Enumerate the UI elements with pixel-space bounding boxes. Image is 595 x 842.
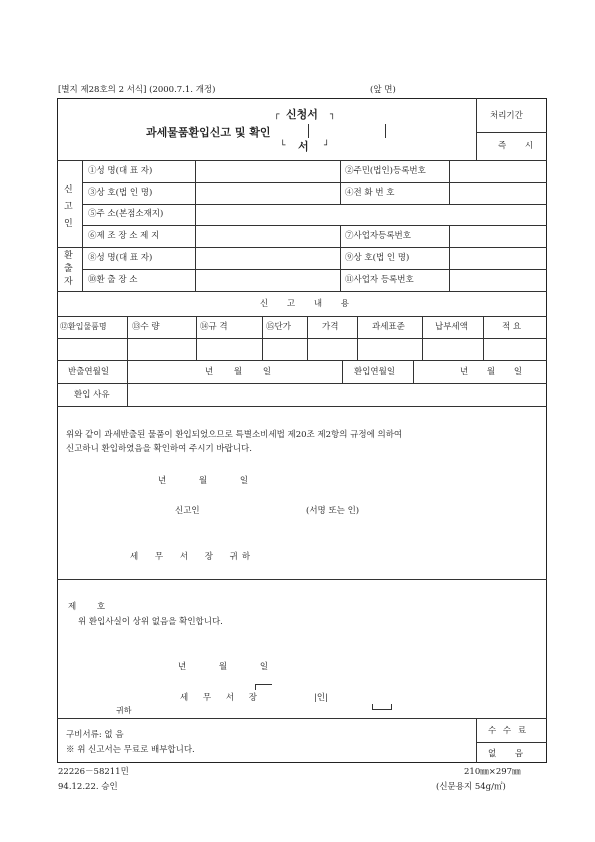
export-date-value: 년 월 일 xyxy=(205,367,272,377)
stamp-corner-top xyxy=(255,684,272,690)
reporter-id-label: ②주민(법인)등록번호 xyxy=(345,166,426,176)
return-date-value: 년 월 일 xyxy=(460,367,523,377)
reporter-company-label: ③상 호(법 인 명) xyxy=(88,188,153,198)
reporter-biz-no-label: ⑦사업자등록번호 xyxy=(345,231,411,241)
stamp-corner-bottom xyxy=(372,704,392,710)
form-code: 22226－58211민 xyxy=(58,767,129,777)
approval-date: 94.12.22. 승인 xyxy=(58,782,118,792)
declaration-line-2: 신고하니 환입하였음을 확인하여 주시기 바랍니다. xyxy=(66,444,252,454)
confirmation-date: 년 월 일 xyxy=(178,662,269,672)
column-price: 가격 xyxy=(322,322,339,332)
processing-period-label: 처리기간 xyxy=(490,111,523,121)
return-date-label: 환입연월일 xyxy=(354,367,396,377)
form-title: 과세물품환입신고 및 확인 xyxy=(146,126,271,139)
exporter-company-label: ⑨상 호(법 인 명) xyxy=(345,253,410,263)
reporter-phone-label: ④전 화 번 호 xyxy=(345,188,395,198)
return-reason-label: 환입 사유 xyxy=(74,390,110,400)
bracket-bottom-right: ┘ xyxy=(324,141,330,151)
declaration-signer-label: 신고인 xyxy=(175,506,200,516)
column-spec: ⑭규 격 xyxy=(200,322,228,332)
form-reference: [별지 제28호의 2 서식] (2000.7.1. 개정) xyxy=(58,85,216,95)
option-application: 신청서 xyxy=(286,108,318,121)
paper-size: 210㎜×297㎜ xyxy=(464,767,521,777)
bracket-bottom-left: └ xyxy=(280,141,286,151)
paper-spec: (신문용지 54g/㎡) xyxy=(436,782,506,792)
free-distribution-note: ※ 위 신고서는 무료로 배부합니다. xyxy=(66,745,195,755)
export-date-label: 반출연월일 xyxy=(68,367,110,377)
option-document: 서 xyxy=(298,140,309,153)
reporter-section-label: 신 고 인 xyxy=(64,185,73,229)
bracket-top-left: ┌ xyxy=(274,110,280,120)
column-item-name: ⑫환입물품명 xyxy=(60,322,107,331)
details-title: 신 고 내 용 xyxy=(260,299,357,309)
confirmation-number: 제 호 xyxy=(68,602,106,612)
column-quantity: ⑬수 량 xyxy=(132,322,160,332)
bracket-top-right: ┐ xyxy=(330,110,336,120)
processing-period-value: 즉 시 xyxy=(498,141,542,151)
fee-label: 수 수 료 xyxy=(488,726,529,736)
declaration-line-1: 위와 같이 과세반출된 물품이 환입되었으므로 특별소비세법 제20조 제2항의 규정에 의하여 xyxy=(66,430,403,440)
confirmation-seal: |인| xyxy=(314,693,328,703)
column-tax-paid: 납부세액 xyxy=(435,322,468,332)
fee-value: 없 음 xyxy=(488,749,524,759)
column-remarks: 적 요 xyxy=(502,322,522,332)
page-side-label: (앞 면) xyxy=(370,85,396,95)
reporter-address-label: ⑤주 소(본점소재지) xyxy=(88,209,164,219)
declaration-date: 년 월 일 xyxy=(158,476,249,486)
confirmation-office: 세 무 서 장 xyxy=(180,693,261,703)
exporter-name-label: ⑧성 명(대 표 자) xyxy=(88,253,153,263)
reporter-factory-label: ⑥제 조 장 소 제 지 xyxy=(88,231,160,241)
reporter-name-label: ①성 명(대 표 자) xyxy=(88,166,153,176)
exporter-section-label: 환 출 자 xyxy=(64,251,73,287)
required-docs: 구비서류: 없 음 xyxy=(66,730,124,740)
exporter-place-label: ⑩환 출 장 소 xyxy=(88,275,138,285)
confirmation-addressee: 귀하 xyxy=(116,706,132,715)
declaration-addressee: 세 무 서 장 귀하 xyxy=(130,552,255,562)
column-unit-price: ⑮단가 xyxy=(266,322,291,332)
exporter-biz-no-label: ⑪사업자 등록번호 xyxy=(345,275,414,285)
column-tax-base: 과세표준 xyxy=(372,322,405,332)
confirmation-text: 위 환입사실이 상위 없음을 확인합니다. xyxy=(78,617,223,627)
declaration-sign-note: (서명 또는 인) xyxy=(306,506,360,516)
